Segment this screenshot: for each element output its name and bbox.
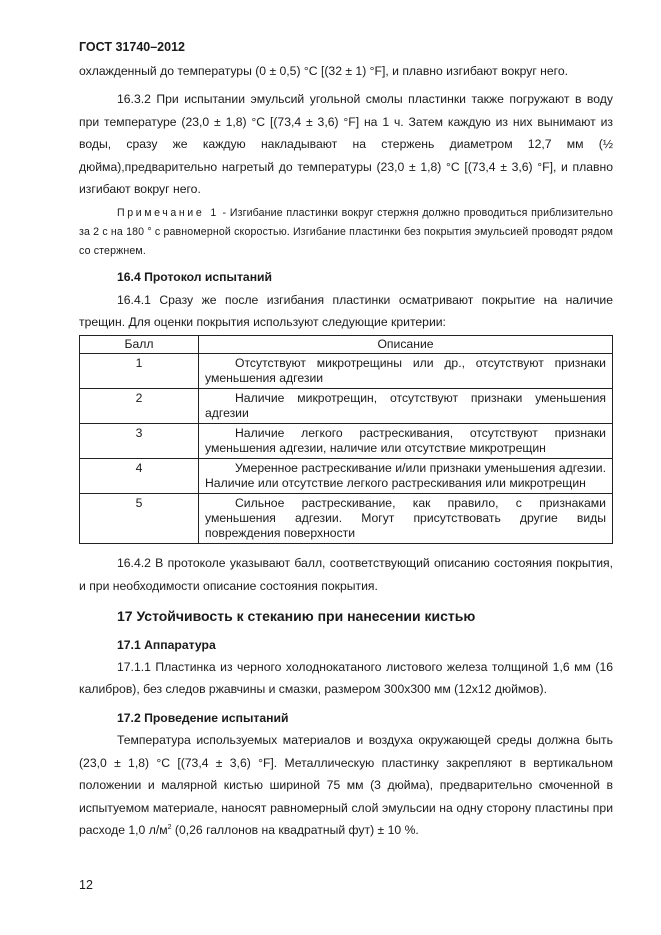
criteria-table-header <box>80 336 613 354</box>
paragraph-17-2 <box>79 729 613 841</box>
table-row <box>80 354 613 389</box>
score-cell: 1 <box>80 354 199 389</box>
paragraph-16-4-2: 16.4.2 В протоколе указывают балл, соответствующий описанию состояния покрытия, и при необходимости описание состояния покрытия. <box>79 556 613 593</box>
header-score: Балл <box>80 336 199 354</box>
description-cell <box>199 494 613 544</box>
paragraph-17-1-1: 17.1.1 Пластинка из черного холоднокатаного листового железа толщиной 1,6 мм (16 калибров), без следов ржавчины и смазки, размером 300х300 мм (12х12 дюймов). <box>79 660 613 697</box>
note-1 <box>79 204 613 260</box>
description-cell <box>199 389 613 424</box>
page-number: 12 <box>79 878 93 892</box>
description-text: Сильное растрескивание, как правило, с признаками уменьшения адгезии. Могут присутствовать другие виды повреждения поверхности <box>205 496 606 541</box>
note-text: - Изгибание пластинки вокруг стержня должно проводиться приблизительно за 2 с на 180 ° с равномерной скоростью. Изгибание пластинки без покрытия эмульсией проводят рядом со стержнем. <box>79 207 613 257</box>
heading-16-4: 16.4 Протокол испытаний <box>117 270 273 285</box>
header-description: Описание <box>199 336 613 354</box>
description-cell <box>199 424 613 459</box>
description-text: Умеренное растрескивание и/или признаки уменьшения адгезии. Наличие или отсутствие легкого растрескивания или микротрещин <box>205 461 606 491</box>
heading-17-2: 17.2 Проведение испытаний <box>117 710 289 725</box>
superscript-2: 2 <box>167 823 172 831</box>
description-cell <box>199 459 613 494</box>
criteria-table <box>79 335 613 544</box>
note-label: Примечание 1 <box>117 207 219 220</box>
paragraph-16-4-1: 16.4.1 Сразу же после изгибания пластинки осматривают покрытие на наличие трещин. Для оценки покрытия используют следующие критерии: <box>79 292 613 330</box>
paragraph-17-2-text-end: (0,26 галлонов на квадратный фут) ± 10 %. <box>171 822 419 837</box>
description-text: Отсутствуют микротрещины или др., отсутствуют признаки уменьшения адгезии <box>205 356 606 386</box>
description-text: Наличие микротрещин, отсутствуют признаки уменьшения адгезии <box>205 391 606 421</box>
document-header: ГОСТ 31740–2012 <box>79 40 185 54</box>
score-cell: 3 <box>80 424 199 459</box>
table-row <box>80 389 613 424</box>
table-row <box>80 459 613 494</box>
score-cell: 2 <box>80 389 199 424</box>
paragraph-continuation: охлажденный до температуры (0 ± 0,5) °С [(32 ± 1) °F], и плавно изгибают вокруг него. <box>79 64 569 78</box>
paragraph-17-2-text: Температура используемых материалов и воздуха окружающей среды должна быть (23,0 ± 1,8) °С [(73,4 ± 3,6) °F]. Металлическую пластинку закрепляют в вертикальном положении и малярной кистью шириной 75 мм (3 дюйма), предварительно смоченной в испытуемом материале, наносят равномерный слой эмульсии на одну сторону пластины при расходе 1,0 л/м <box>79 733 613 837</box>
table-row <box>80 424 613 459</box>
description-cell <box>199 354 613 389</box>
paragraph-16-3-2: 16.3.2 При испытании эмульсий угольной смолы пластинки также погружают в воду при температуре (23,0 ± 1,8) °С [(73,4 ± 3,6) °F] на 1 ч. Затем каждую из них вынимают из воды, сразу же каждую накладывают на стержень диаметром 12,7 мм (½ дюйма),предварительно нагретый до температуры (23,0 ± 1,8) °С [(73,4 ± 3,6) °F], и плавно изгибают вокруг него. <box>79 92 613 197</box>
score-cell: 5 <box>80 494 199 544</box>
score-cell: 4 <box>80 459 199 494</box>
document-body <box>79 60 613 841</box>
heading-17-1: 17.1 Аппаратура <box>117 637 216 652</box>
description-text: Наличие легкого растрескивания, отсутствуют признаки уменьшения адгезии, наличие или отсутствие микротрещин <box>205 426 606 456</box>
heading-17: 17 Устойчивость к стеканию при нанесении кистью <box>117 608 476 625</box>
table-row <box>80 494 613 544</box>
